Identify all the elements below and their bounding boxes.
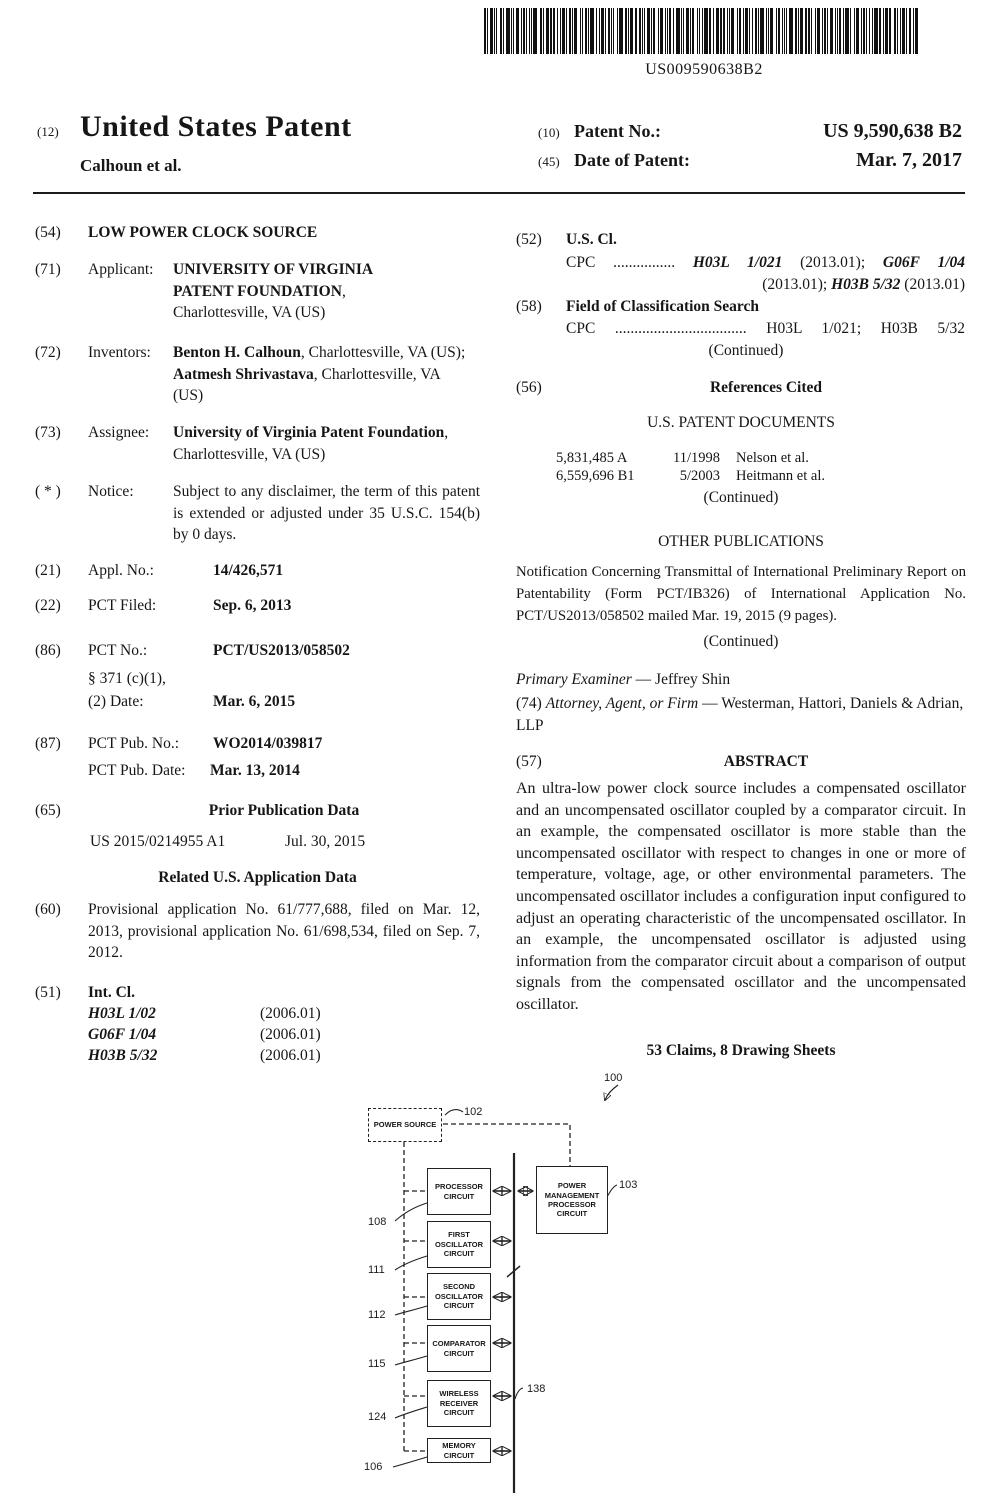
class-code: H03B 5/32	[88, 1047, 158, 1064]
continued-note: (Continued)	[703, 633, 779, 650]
cpc-line-2: (2013.01); H03B 5/32 (2013.01)	[762, 276, 965, 293]
patent-date-row	[538, 149, 962, 172]
cited-patent-number: 5,831,485 A	[556, 450, 628, 466]
uspd-rows	[556, 449, 825, 485]
field-72-inventors	[35, 342, 480, 407]
field-notice	[35, 481, 480, 546]
inid-code: (51)	[35, 984, 61, 1001]
ref-102: 102	[464, 1106, 483, 1118]
ref-108: 108	[368, 1216, 387, 1228]
inid-code: (71)	[35, 261, 61, 278]
inid-code: ( * )	[35, 483, 61, 500]
barcode-number: US009590638B2	[645, 61, 763, 78]
continued-note: (Continued)	[703, 489, 779, 506]
field-57-abstract	[516, 751, 966, 773]
class-date: (2006.01)	[260, 1005, 321, 1022]
date-371-value: Mar. 6, 2015	[213, 693, 296, 710]
patent-doc-row	[556, 449, 825, 467]
field-51-int-cl	[35, 982, 480, 1004]
inid-code: (65)	[35, 802, 61, 819]
leader-106	[393, 1457, 427, 1467]
field-label: PCT No.:	[88, 642, 148, 659]
field-label: PCT Pub. Date:	[88, 762, 186, 779]
inid-code: (72)	[35, 344, 61, 361]
field-86-pct-no	[35, 640, 480, 662]
int-cl-row	[88, 1024, 321, 1045]
primary-examiner-line: Primary Examiner — Jeffrey Shin	[516, 671, 731, 688]
claims-line: 53 Claims, 8 Drawing Sheets	[646, 1042, 836, 1059]
class-date: (2006.01)	[260, 1026, 321, 1043]
leader-124	[395, 1407, 427, 1418]
patent-number-label: Patent No.:	[574, 121, 661, 141]
prior-pub-title: Prior Publication Data	[208, 802, 360, 819]
field-label: (2) Date:	[88, 693, 144, 710]
class-date: (2006.01)	[260, 1047, 321, 1064]
field-52-us-cl	[516, 229, 966, 251]
ref-138: 138	[527, 1383, 546, 1395]
applicant-value: UNIVERSITY OF VIRGINIA PATENT FOUNDATION, Charlottesville, VA (US)	[173, 261, 373, 321]
page-title: United States Patent	[80, 110, 352, 143]
cited-patent-name: Heitmann et al.	[736, 468, 825, 484]
leader-115	[395, 1356, 427, 1365]
patent-number-row	[538, 120, 962, 143]
field-label: PCT Pub. No.:	[88, 735, 180, 752]
int-cl-title: Int. Cl.	[88, 984, 135, 1001]
field-21-appl-no	[35, 560, 480, 582]
patent-number-value: US 9,590,638 B2	[823, 120, 962, 142]
patent-date-label: Date of Patent:	[574, 150, 690, 170]
int-cl-rows	[88, 1003, 321, 1066]
us-cl-title: U.S. Cl.	[566, 231, 617, 248]
header-divider	[33, 192, 965, 194]
ref-103: 103	[619, 1179, 638, 1191]
inid-code: (87)	[35, 735, 61, 752]
class-code: H03L 1/02	[88, 1005, 156, 1022]
power-line-to-pmpc	[443, 1124, 570, 1166]
field-56-references	[516, 377, 966, 399]
inventors-value: Benton H. Calhoun, Charlottesville, VA (US); Aatmesh Shrivastava, Charlottesville, VA (US)	[173, 344, 466, 404]
power-management-processor-circuit-box: POWER MANAGEMENT PROCESSOR CIRCUIT	[536, 1166, 608, 1234]
inid-code: (60)	[35, 901, 61, 918]
prior-pub-date: Jul. 30, 2015	[285, 833, 366, 850]
ref-124: 124	[368, 1411, 387, 1423]
inid-code: (73)	[35, 424, 61, 441]
search-cpc-line: CPC .................................. H03L 1/021; H03B 5/32	[566, 320, 965, 337]
inventor-surname: Calhoun et al.	[80, 156, 182, 175]
patent-date-value: Mar. 7, 2017	[856, 149, 962, 171]
pct-no-value: PCT/US2013/058502	[213, 642, 350, 659]
notice-text: Subject to any disclaimer, the term of this patent is extended or adjusted under 35 U.S.C. 154(b) by 0 days.	[173, 483, 480, 543]
pct-pub-no-value: WO2014/039817	[213, 735, 323, 752]
inid-10: (10)	[538, 125, 560, 140]
references-title: References Cited	[709, 379, 823, 396]
inid-code: (21)	[35, 562, 61, 579]
leader-111	[395, 1256, 427, 1270]
barcode-bars-icon	[484, 8, 924, 54]
ref-106: 106	[364, 1461, 383, 1473]
inid-code: (86)	[35, 642, 61, 659]
prior-pub-row	[90, 831, 480, 853]
patent-doc-row	[556, 467, 825, 485]
field-73-assignee	[35, 422, 480, 465]
memory-circuit-box: MEMORY CIRCUIT	[427, 1438, 491, 1463]
cpc-line-1: CPC ................ H03L 1/021 (2013.01); G06F 1/04	[566, 254, 965, 271]
pct-pub-date-value: Mar. 13, 2014	[210, 762, 300, 779]
ref-115: 115	[368, 1358, 386, 1370]
field-label: Appl. No.:	[88, 562, 154, 579]
processor-circuit-box: PROCESSOR CIRCUIT	[427, 1168, 491, 1215]
leader-100	[605, 1085, 618, 1100]
field-60-provisional	[35, 899, 480, 964]
class-code: G06F 1/04	[88, 1026, 157, 1043]
field-65-prior-pub	[35, 800, 480, 822]
inid-45: (45)	[538, 154, 560, 169]
cited-patent-number: 6,559,696 B1	[556, 468, 635, 484]
inid-code: (56)	[516, 379, 542, 396]
header-right	[538, 120, 962, 178]
cited-patent-date: 5/2003	[679, 468, 720, 484]
continued-note: (Continued)	[708, 342, 784, 359]
field-58-search	[516, 296, 966, 318]
ref-111: 111	[368, 1264, 385, 1276]
prior-pub-number: US 2015/0214955 A1	[90, 833, 226, 850]
first-oscillator-circuit-box: FIRST OSCILLATOR CIRCUIT	[427, 1221, 491, 1268]
inid-code: (57)	[516, 753, 542, 770]
leader-102	[445, 1110, 463, 1115]
inid-code: (52)	[516, 231, 542, 248]
int-cl-row	[88, 1003, 321, 1024]
ref-112: 112	[368, 1309, 386, 1321]
leader-103	[607, 1185, 617, 1197]
inid-code: (58)	[516, 298, 542, 315]
field-22-pct-filed	[35, 595, 480, 617]
field-label: Inventors:	[88, 344, 151, 361]
other-pubs-text: Notification Concerning Transmittal of International Preliminary Report on Patentability (Form PCT/IB326) of International Application No. PCT/US2013/058502 mailed Mar. 19, 2015 (9 pages).	[516, 564, 966, 624]
field-86-sub2	[88, 691, 295, 713]
cited-patent-date: 11/1998	[673, 450, 720, 466]
field-label: Assignee:	[88, 424, 150, 441]
invention-title: LOW POWER CLOCK SOURCE	[88, 224, 318, 241]
leader-112	[395, 1306, 427, 1315]
related-data-title: Related U.S. Application Data	[158, 869, 357, 886]
leader-138	[515, 1388, 523, 1399]
section-371-text: § 371 (c)(1),	[88, 670, 166, 687]
barcode	[483, 8, 925, 78]
pct-filed-value: Sep. 6, 2013	[213, 597, 292, 614]
comparator-circuit-box: COMPARATOR CIRCUIT	[427, 1325, 491, 1372]
second-oscillator-circuit-box: SECOND OSCILLATOR CIRCUIT	[427, 1273, 491, 1320]
cited-patent-name: Nelson et al.	[736, 450, 809, 466]
inid-code: (22)	[35, 597, 61, 614]
field-87-pub-date	[88, 760, 300, 782]
search-title: Field of Classification Search	[566, 298, 760, 315]
field-87-pct-pub-no	[35, 733, 480, 755]
attorney-line: (74) Attorney, Agent, or Firm — Westerman, Hattori, Daniels & Adrian, LLP	[516, 695, 964, 734]
field-label: PCT Filed:	[88, 597, 157, 614]
field-54-title	[35, 222, 480, 244]
other-pubs-title: OTHER PUBLICATIONS	[658, 533, 824, 550]
inid-12: (12)	[37, 124, 59, 139]
int-cl-row	[88, 1045, 321, 1066]
appl-no-value: 14/426,571	[213, 562, 284, 579]
assignee-value: University of Virginia Patent Foundation, Charlottesville, VA (US)	[173, 424, 449, 463]
abstract-title: ABSTRACT	[723, 753, 809, 770]
abstract-text: An ultra-low power clock source includes a compensated oscillator and an uncompensated oscillator coupled by a comparator circuit. In an example, the compensated oscillator is more stable than the uncompensated oscillator with respect to changes in one or more of temperature, voltage, age, or other environmental parameters. The uncompensated oscillator includes a configuration input configured to adjust an operating characteristic of the uncompensated oscillator. In an example, the uncompensated oscillator is adjusted using information from the comparator circuit about a comparison of output signals from the compensated oscillator and the uncompensated oscillator.	[516, 780, 966, 1013]
uspd-title: U.S. PATENT DOCUMENTS	[647, 414, 835, 431]
field-label: Notice:	[88, 483, 134, 500]
ref-100: 100	[604, 1072, 623, 1084]
field-label: Applicant:	[88, 261, 154, 278]
leader-108	[395, 1203, 427, 1221]
power-source-box: POWER SOURCE	[368, 1108, 442, 1142]
field-71-applicant	[35, 259, 480, 324]
inid-code: (54)	[35, 224, 61, 241]
power-stubs	[404, 1191, 427, 1451]
wireless-receiver-circuit-box: WIRELESS RECEIVER CIRCUIT	[427, 1380, 491, 1427]
field-86-sub1	[88, 668, 166, 690]
provisional-text: Provisional application No. 61/777,688, filed on Mar. 12, 2013, provisional application No. 61/698,534, filed on Sep. 7, 2012.	[88, 901, 480, 961]
